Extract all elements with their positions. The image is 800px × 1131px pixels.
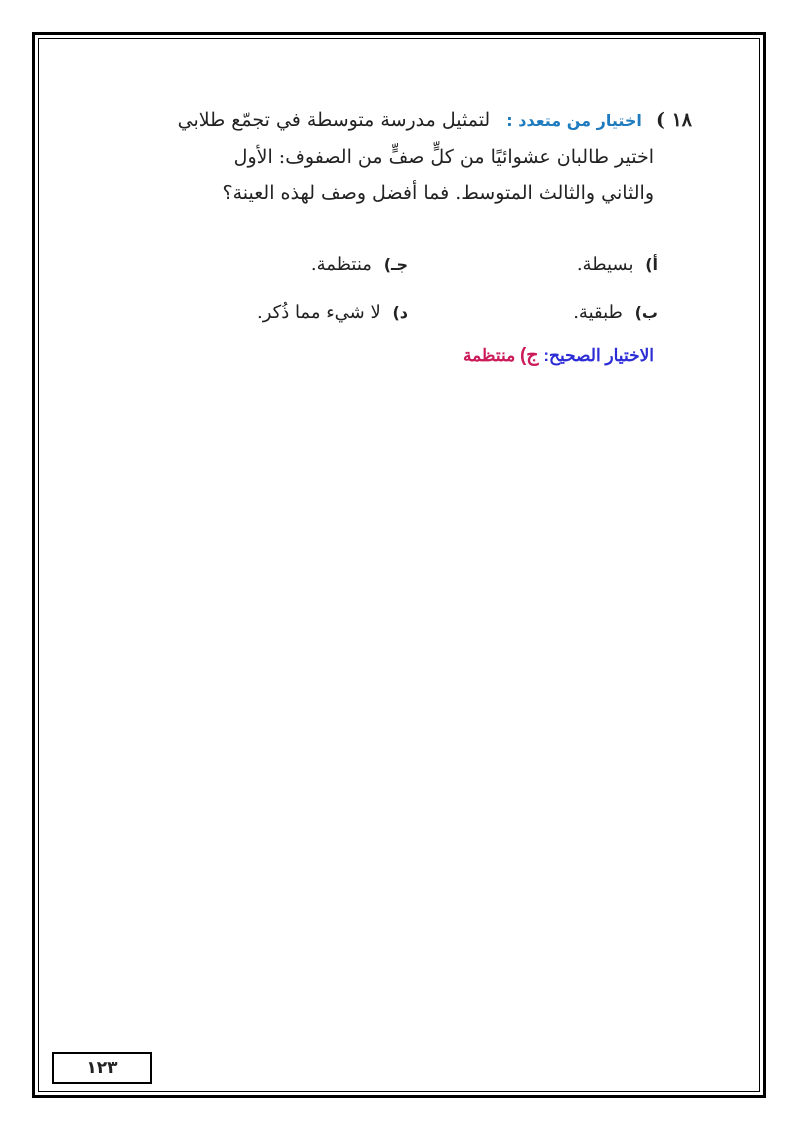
page-number: ١٢٣ xyxy=(52,1052,152,1084)
option-c-letter: جـ) xyxy=(383,254,408,274)
option-d[interactable] xyxy=(158,302,408,323)
question-number: ١٨ ) xyxy=(655,109,692,131)
option-c[interactable] xyxy=(158,254,408,275)
question-text-line-2: اختير طالبان عشوائيًا من كلٍّ صفٍّ من الصفوف: الأول xyxy=(233,146,654,168)
question-text-line-3: والثاني والثالث المتوسط. فما أفضل وصف لهذه العينة؟ xyxy=(222,182,654,204)
answer-label: الاختيار الصحيح: xyxy=(543,346,654,365)
options-row-2 xyxy=(158,288,658,336)
answer-letter: ج) xyxy=(519,345,539,366)
options-block xyxy=(158,240,658,336)
option-d-letter: د) xyxy=(392,302,408,322)
correct-answer xyxy=(463,344,654,367)
option-b-letter: ب) xyxy=(634,302,658,322)
question-block xyxy=(92,102,692,211)
option-a[interactable] xyxy=(408,254,658,275)
answer-choice: منتظمة xyxy=(462,346,516,365)
options-row-1 xyxy=(158,240,658,288)
option-d-text: لا شيء مما ذُكر. xyxy=(256,301,381,323)
question-type-label: اختيار من متعدد : xyxy=(506,111,642,130)
option-b-text: طبقية. xyxy=(573,301,623,323)
question-first-line xyxy=(92,102,692,139)
option-a-text: بسيطة. xyxy=(576,253,634,275)
question-text-line-1: لتمثيل مدرسة متوسطة في تجمّع طلابي xyxy=(177,109,491,131)
option-a-letter: أ) xyxy=(645,254,658,274)
option-c-text: منتظمة. xyxy=(310,253,372,275)
option-b[interactable] xyxy=(408,302,658,323)
